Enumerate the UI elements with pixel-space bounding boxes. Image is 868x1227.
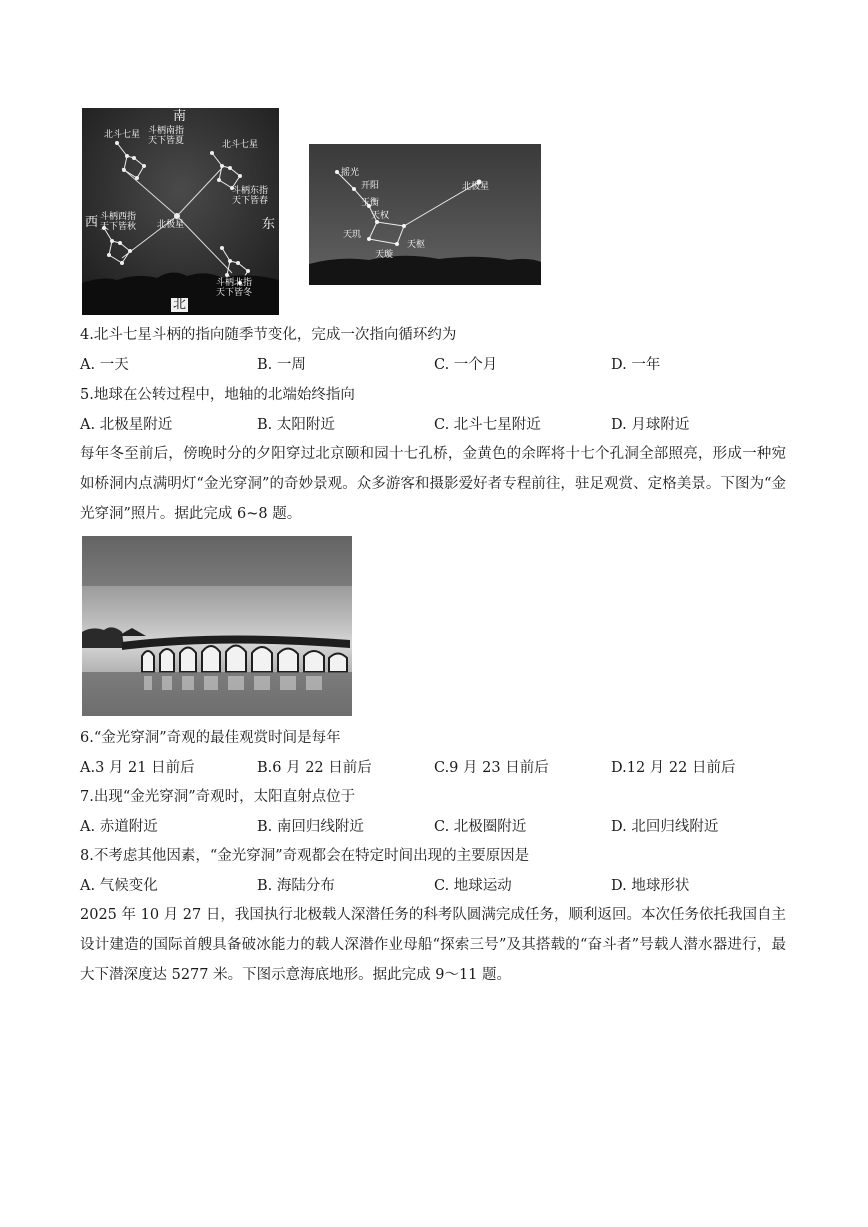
question-8-option-a[interactable]: A. 气候变化: [80, 878, 158, 894]
question-6-option-b[interactable]: B.6 月 22 日前后: [257, 760, 372, 776]
question-5-stem: [80, 386, 355, 404]
question-6-option-a[interactable]: A.3 月 21 日前后: [80, 760, 195, 776]
question-6-text: “金光穿洞”奇观的最佳观赏时间是每年: [93, 730, 341, 746]
question-5-option-d[interactable]: D. 月球附近: [611, 417, 690, 433]
passage-golden-light: 每年冬至前后，傍晚时分的夕阳穿过北京颐和园十七孔桥，金黄色的余晖将十七个孔洞全部照亮，形成一种宛如桥洞内点满明灯“金光穿洞”的奇妙景观。众多游客和摄影爱好者专程前往，驻足观赏、定格美景。下图为“金光穿洞”照片。据此完成 6~8 题。: [80, 446, 786, 522]
question-6-option-c[interactable]: C.9 月 23 日前后: [434, 760, 549, 776]
question-4-option-a[interactable]: A. 一天: [80, 357, 129, 373]
seventeen-arch-bridge-photo: [82, 536, 352, 716]
direction-north-label: 北: [173, 297, 187, 312]
question-5-option-a[interactable]: A. 北极星附近: [80, 417, 173, 433]
big-dipper-photo-graphic: [309, 144, 541, 285]
question-5-number: 5.: [80, 387, 94, 403]
question-7-option-b[interactable]: B. 南回归线附近: [257, 819, 364, 835]
passage-deep-dive: 2025 年 10 月 27 日，我国执行北极载人深潜任务的科考队圆满完成任务，顺利返回。本次任务依托我国自主设计建造的国际首艘具备破冰能力的载人深潜作业母船“探索三号”及其搭载的“奋斗者”号载人潜水器进行，最大下潜深度达 5277 米。下图示意海底地形。据此完成 9～11 题。: [80, 907, 786, 983]
question-8-number: 8.: [80, 848, 94, 864]
season-summer-desc: 斗柄南指 天下皆夏: [148, 126, 185, 146]
question-4-option-b[interactable]: B. 一周: [257, 357, 306, 373]
star-label-tianquan: 天权: [371, 211, 390, 221]
question-5-option-c[interactable]: C. 北斗七星附近: [434, 417, 541, 433]
star-label-polaris: 北极星: [462, 182, 490, 192]
direction-east-label: 东: [262, 217, 276, 232]
question-4-number: 4.: [80, 327, 94, 343]
question-6-number: 6.: [80, 730, 94, 746]
season-winter-desc: 斗柄北指 天下皆冬: [216, 278, 253, 298]
question-8-option-c[interactable]: C. 地球运动: [434, 878, 512, 894]
star-label-tianji: 天玑: [343, 230, 362, 240]
big-dipper-photo-figure: [309, 144, 541, 285]
star-label-yaoguang: 摇光: [341, 168, 360, 178]
star-label-yuheng: 玉衡: [361, 198, 380, 208]
question-7-option-c[interactable]: C. 北极圈附近: [434, 819, 527, 835]
star-label-kaiyang: 开阳: [361, 181, 380, 191]
question-7-stem: [80, 788, 355, 806]
question-4-option-d[interactable]: D. 一年: [611, 357, 661, 373]
question-5-option-b[interactable]: B. 太阳附近: [257, 417, 335, 433]
season-autumn-desc: 斗柄西指 天下皆秋: [100, 212, 137, 232]
question-5-text: 地球在公转过程中，地轴的北端始终指向: [93, 387, 355, 403]
season-spring-desc: 斗柄东指 天下皆春: [232, 186, 269, 206]
polaris-label: 北极星: [157, 220, 185, 230]
season-spring-title: 北斗七星: [222, 140, 259, 150]
question-4-option-c[interactable]: C. 一个月: [434, 357, 498, 373]
question-4-text: 北斗七星斗柄的指向随季节变化，完成一次指向循环约为: [93, 327, 457, 343]
big-dipper-seasons-figure: [82, 108, 279, 315]
bridge-photo-graphic: [82, 536, 352, 716]
star-label-tianxuan: 天璇: [375, 250, 394, 260]
question-7-option-d[interactable]: D. 北回归线附近: [611, 819, 719, 835]
star-label-tianshu: 天枢: [407, 240, 426, 250]
season-summer-title: 北斗七星: [104, 130, 141, 140]
direction-south-label: 南: [173, 109, 187, 124]
question-7-option-a[interactable]: A. 赤道附近: [80, 819, 158, 835]
question-7-number: 7.: [80, 789, 94, 805]
question-4-stem: [80, 326, 456, 344]
direction-west-label: 西: [85, 215, 99, 230]
question-8-option-b[interactable]: B. 海陆分布: [257, 878, 335, 894]
question-8-stem: [80, 847, 529, 865]
question-8-text: 不考虑其他因素，“金光穿洞”奇观都会在特定时间出现的主要原因是: [93, 848, 530, 864]
question-6-stem: [80, 729, 341, 747]
question-7-text: 出现“金光穿洞”奇观时，太阳直射点位于: [93, 789, 356, 805]
question-6-option-d[interactable]: D.12 月 22 日前后: [611, 760, 736, 776]
question-8-option-d[interactable]: D. 地球形状: [611, 878, 690, 894]
